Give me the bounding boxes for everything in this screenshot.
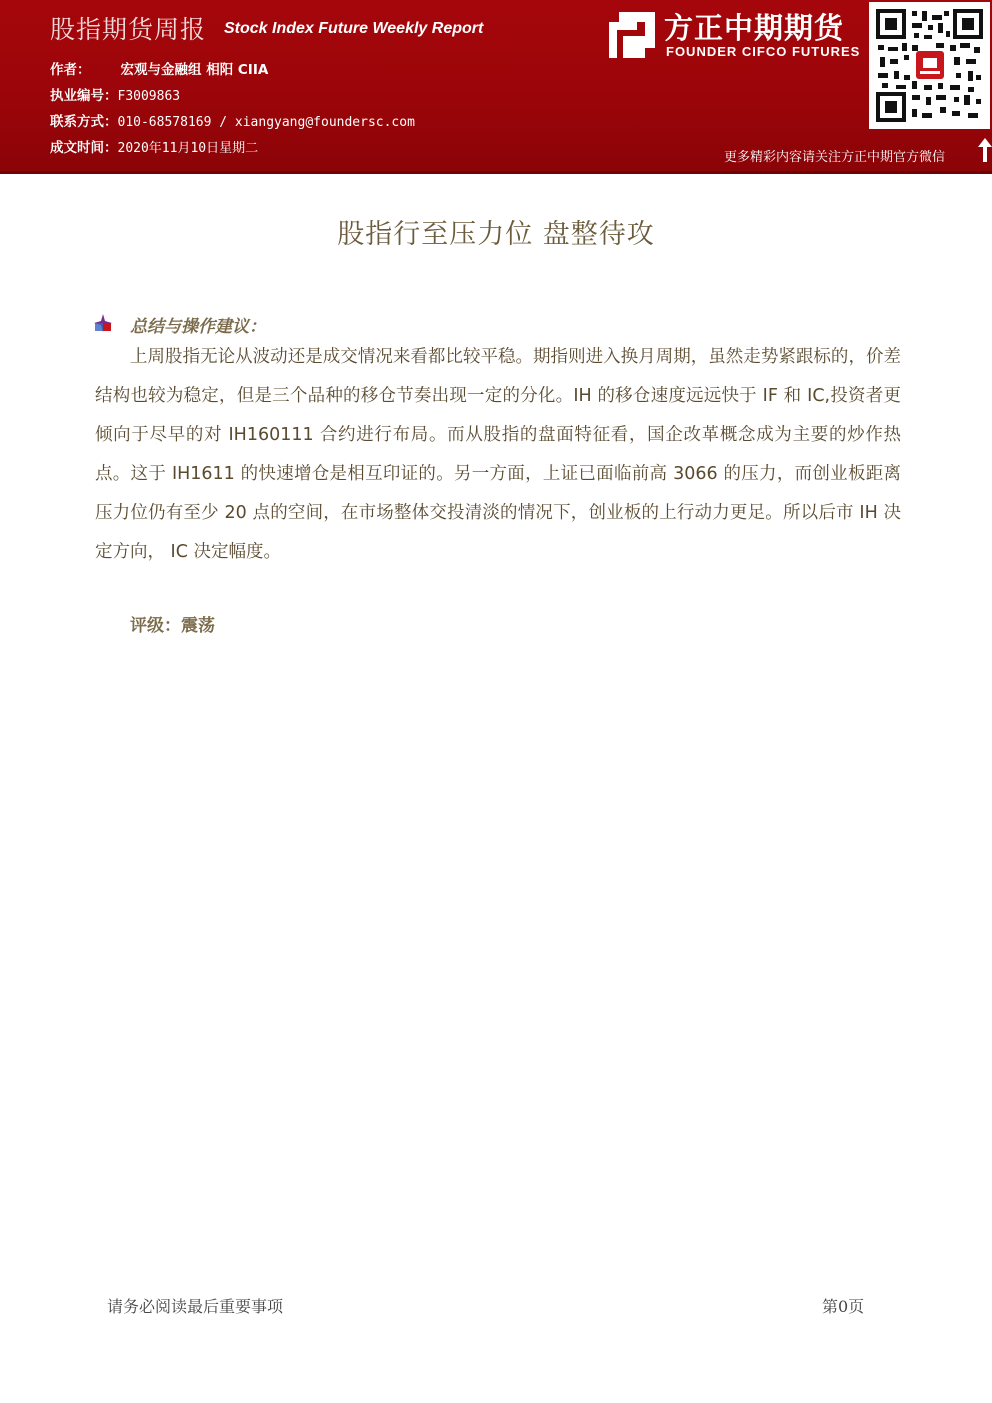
summary-section-label: 总结与操作建议：: [130, 317, 266, 337]
page-number: 第0页: [822, 1297, 865, 1316]
footer-notice: 请务必阅读最后重要事项: [107, 1297, 284, 1316]
date-value: 2020年11月10日星期二: [117, 141, 259, 156]
report-title-cn: 股指期货周报: [50, 15, 207, 44]
brand-name-en: FOUNDER CIFCO FUTURES: [666, 44, 861, 59]
author-label: 作者：: [50, 62, 91, 78]
author-line: [50, 58, 268, 78]
summary-paragraph: 上周股指无论从波动还是成交情况来看都比较平稳。期指则进入换月周期，虽然走势紧跟标的，价差结构也较为稳定，但是三个品种的移仓节奏出现一定的分化。IH 的移仓速度远远快于 IF 和 IC,投资者更倾向于尽早的对 IH160111 合约进行布局。而从股指的盘面特征看，国企改革概念成为主要的炒作热点。这于 IH1611 的快速增仓是相互印证的。另一方面，上证已面临前高 3066 的压力，而创业板距离压力位仍有至少 20 点的空间，在市场整体交投清淡的情况下，创业板的上行动力更足。所以后市 IH 决定方向， IC 决定幅度。: [95, 347, 901, 562]
contact-line: [50, 110, 415, 130]
license-label: 执业编号：: [50, 88, 118, 104]
report-title-en: Stock Index Future Weekly Report: [224, 20, 484, 37]
license-line: [50, 84, 180, 104]
license-value: F3009863: [117, 89, 181, 104]
arrow-up-icon: [978, 138, 992, 162]
rating-label: 评级：震荡: [130, 616, 215, 636]
author-value: 宏观与金融组 相阳 CIIA: [120, 62, 269, 78]
date-label: 成文时间：: [50, 140, 118, 156]
qr-code-icon: [876, 9, 983, 122]
founder-logo-icon: [609, 12, 655, 58]
brand-name-cn: 方正中期期货: [664, 11, 845, 45]
document-title: 股指行至压力位 盘整待攻: [337, 219, 655, 250]
header-divider: [0, 171, 992, 174]
wechat-qr-code[interactable]: [869, 2, 990, 129]
date-line: [50, 136, 258, 156]
bullet-star-icon: [94, 314, 112, 332]
contact-label: 联系方式：: [50, 114, 118, 130]
contact-value: 010-68578169 / xiangyang@foundersc.com: [117, 115, 415, 130]
follow-wechat-text: 更多精彩内容请关注方正中期官方微信: [724, 150, 946, 165]
